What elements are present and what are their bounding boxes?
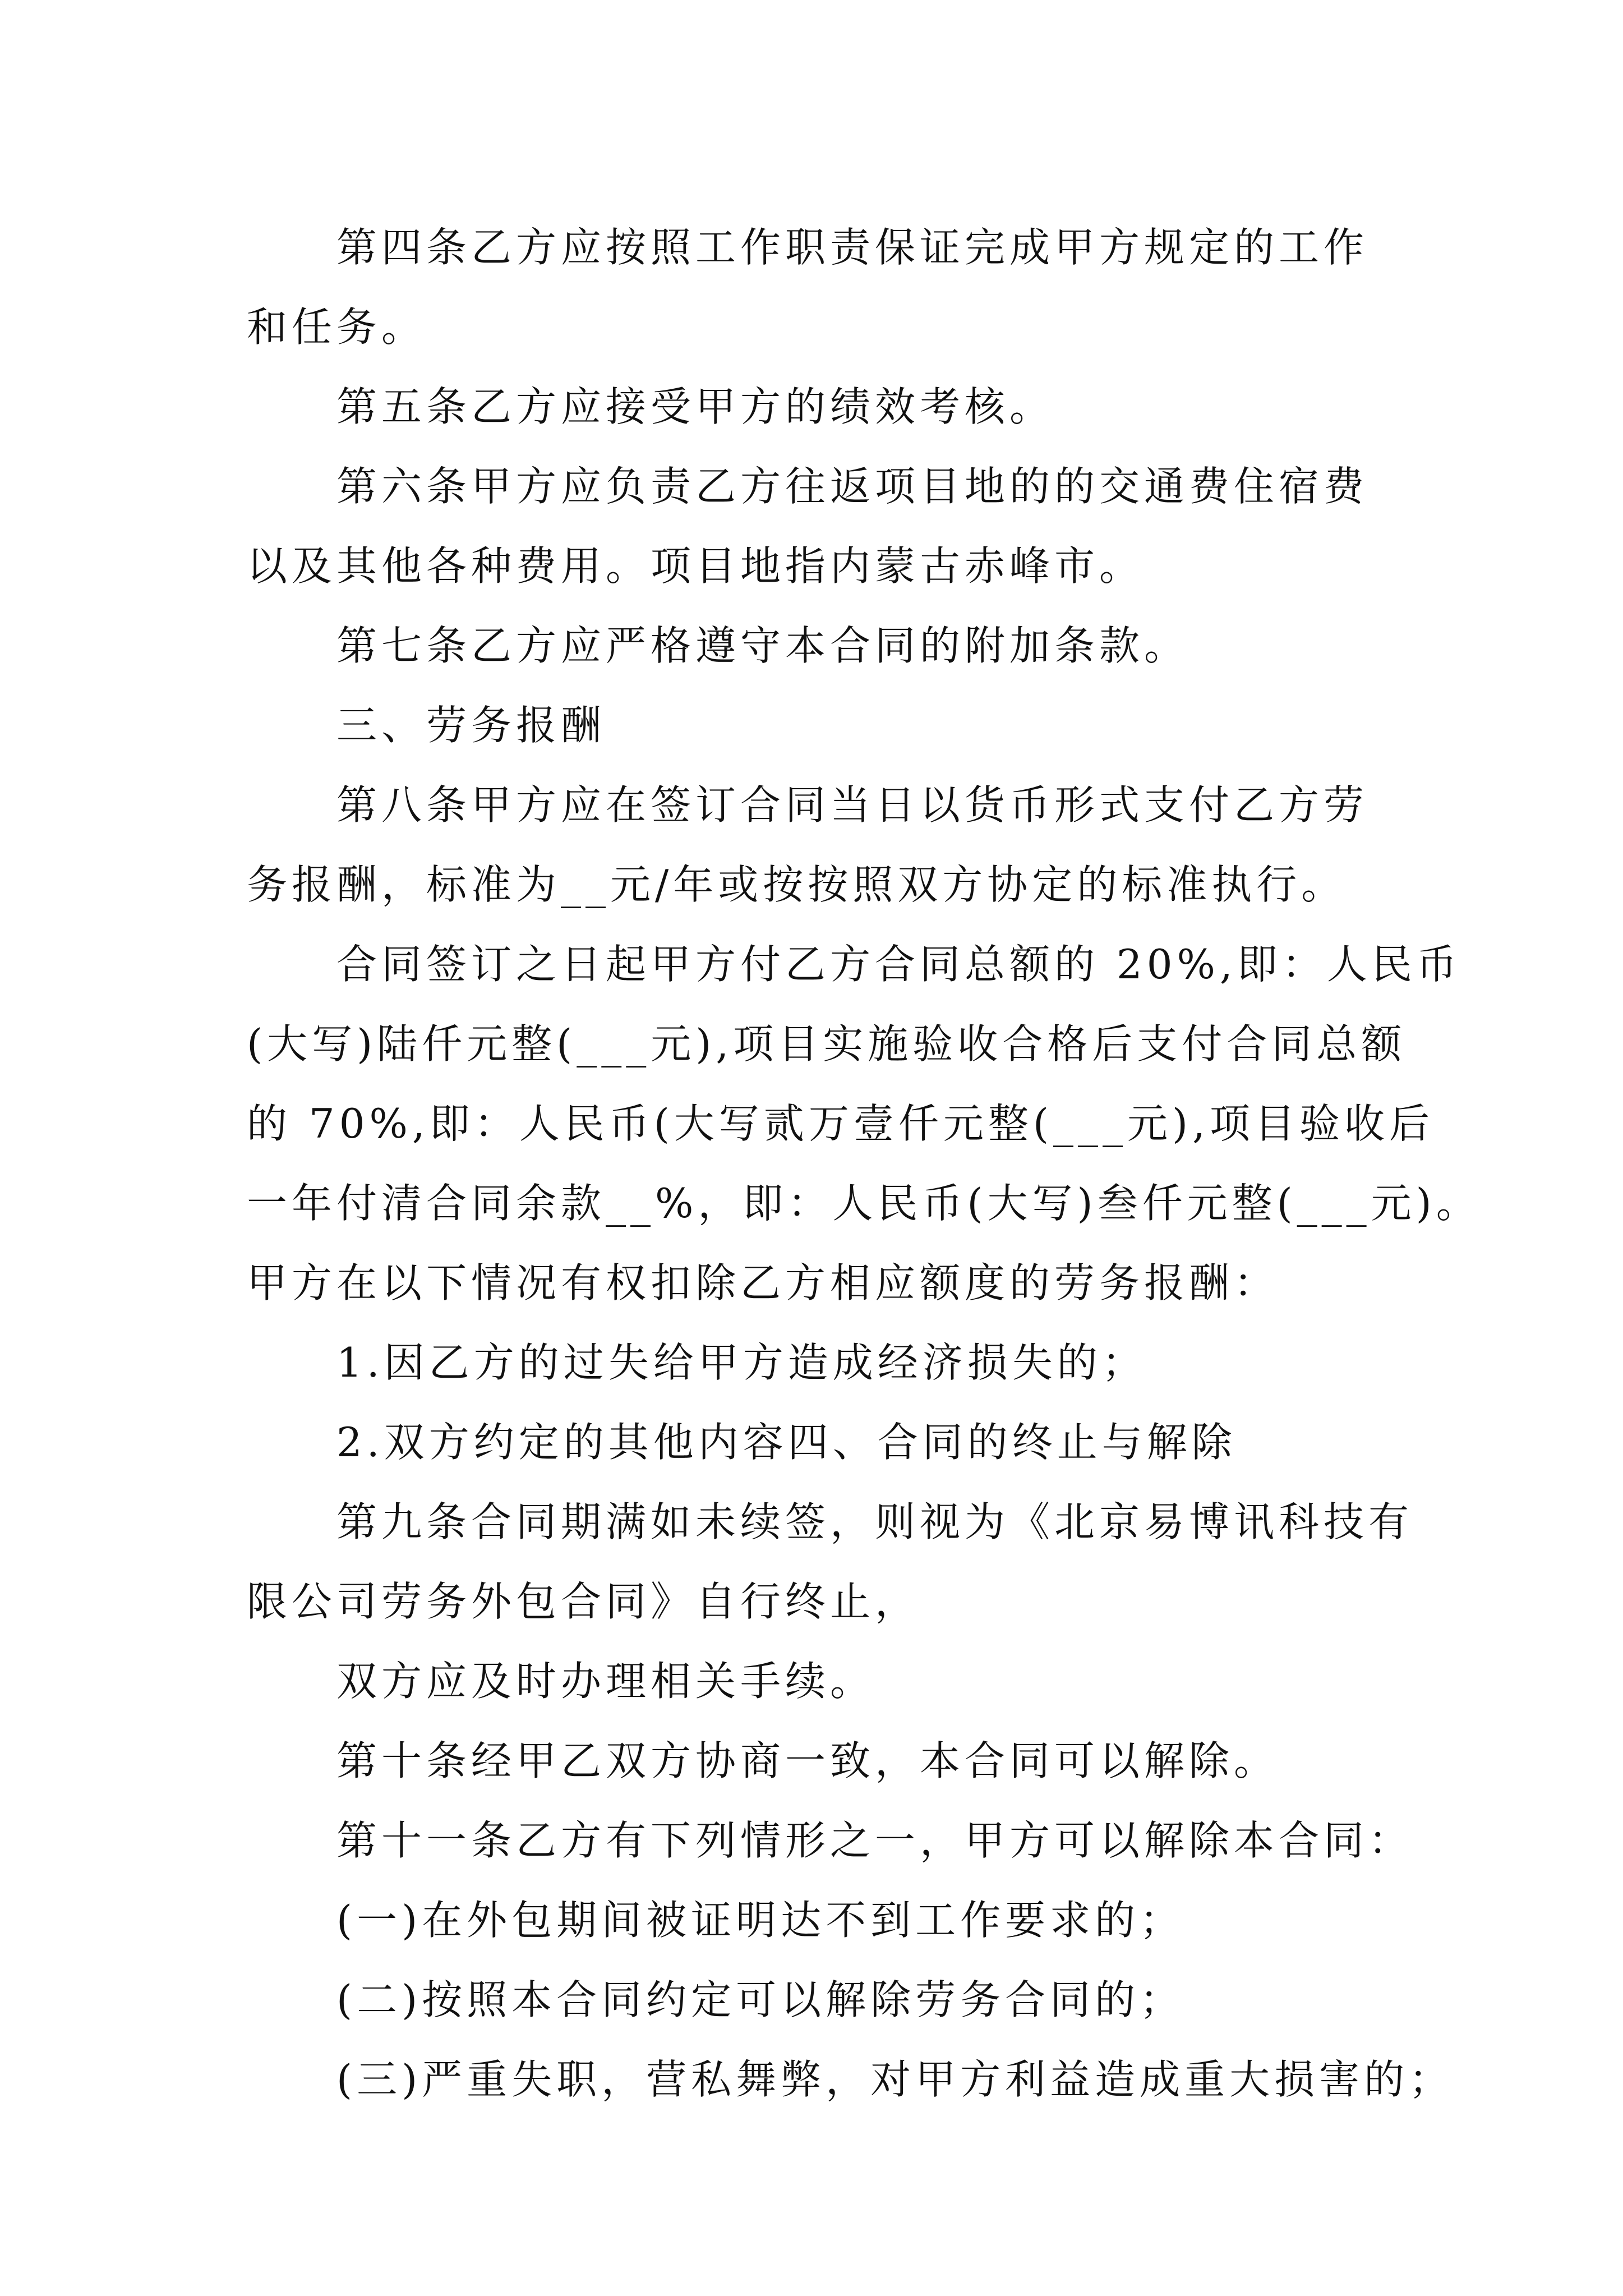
text-line: (一)在外包期间被证明达不到工作要求的； bbox=[336, 1897, 1185, 1944]
text-line: (二)按照本合同约定可以解除劳务合同的； bbox=[336, 1976, 1185, 2023]
text-line: 以及其他各种费用。项目地指内蒙古赤峰市。 bbox=[247, 542, 1145, 590]
text-line: 一年付清合同余款__%，即：人民币(大写)叁仟元整(___元)。 bbox=[247, 1180, 1481, 1227]
text-line: 1.因乙方的过失给甲方造成经济损失的； bbox=[336, 1339, 1147, 1386]
text-line: 甲方在以下情况有权扣除乙方相应额度的劳务报酬： bbox=[247, 1259, 1279, 1306]
list-item-termination-1 bbox=[247, 1880, 1402, 1960]
text-line: 第六条甲方应负责乙方往返项目地的的交通费住宿费 bbox=[336, 463, 1369, 510]
text-line: 限公司劳务外包合同》自行终止， bbox=[247, 1578, 920, 1625]
text-line: (大写)陆仟元整(___元),项目实施验收合格后支付合同总额 bbox=[247, 1020, 1407, 1068]
paragraph-article-5 bbox=[247, 367, 1402, 447]
text-line: 双方应及时办理相关手续。 bbox=[336, 1658, 875, 1705]
text-line: 第五条乙方应接受甲方的绩效考核。 bbox=[336, 383, 1055, 430]
paragraph-article-7 bbox=[247, 606, 1402, 685]
text-line: 的 70%,即：人民币(大写贰万壹仟元整(___元),项目验收后 bbox=[247, 1100, 1434, 1147]
paragraph-article-9 bbox=[247, 1482, 1414, 1641]
paragraph-article-4 bbox=[247, 208, 1402, 367]
text-line: 第四条乙方应按照工作职责保证完成甲方规定的工作 bbox=[336, 224, 1369, 271]
paragraph-procedures bbox=[247, 1641, 1402, 1721]
text-line: 2.双方约定的其他内容四、合同的终止与解除 bbox=[336, 1419, 1237, 1466]
list-item-deduction-1 bbox=[247, 1323, 1402, 1402]
text-line: 第十条经甲乙双方协商一致，本合同可以解除。 bbox=[336, 1737, 1279, 1784]
paragraph-article-6 bbox=[247, 447, 1402, 606]
paragraph-article-8 bbox=[247, 765, 1402, 924]
paragraph-article-11 bbox=[247, 1801, 1414, 1880]
document-body bbox=[247, 208, 1481, 2119]
text-line: 第十一条乙方有下列情形之一，甲方可以解除本合同： bbox=[336, 1817, 1414, 1864]
section-heading-remuneration bbox=[247, 685, 1402, 765]
text-line: 第七条乙方应严格遵守本合同的附加条款。 bbox=[336, 622, 1189, 669]
text-line: 第九条合同期满如未续签，则视为《北京易博讯科技有 bbox=[336, 1498, 1414, 1545]
list-item-termination-2 bbox=[247, 1960, 1402, 2040]
list-item-deduction-2 bbox=[247, 1402, 1402, 1482]
text-line: (三)严重失职，营私舞弊，对甲方利益造成重大损害的； bbox=[336, 2056, 1454, 2103]
text-line: 和任务。 bbox=[247, 303, 427, 351]
paragraph-payment-terms bbox=[247, 924, 1481, 1323]
text-line: 第八条甲方应在签订合同当日以货币形式支付乙方劳 bbox=[336, 781, 1369, 829]
paragraph-article-10 bbox=[247, 1721, 1402, 1801]
text-line: 三、劳务报酬 bbox=[336, 702, 606, 749]
list-item-termination-3 bbox=[247, 2040, 1454, 2119]
text-line: 务报酬，标准为__元/年或按按照双方协定的标准执行。 bbox=[247, 861, 1347, 908]
text-line: 合同签订之日起甲方付乙方合同总额的 20%,即：人民币 bbox=[336, 941, 1461, 988]
